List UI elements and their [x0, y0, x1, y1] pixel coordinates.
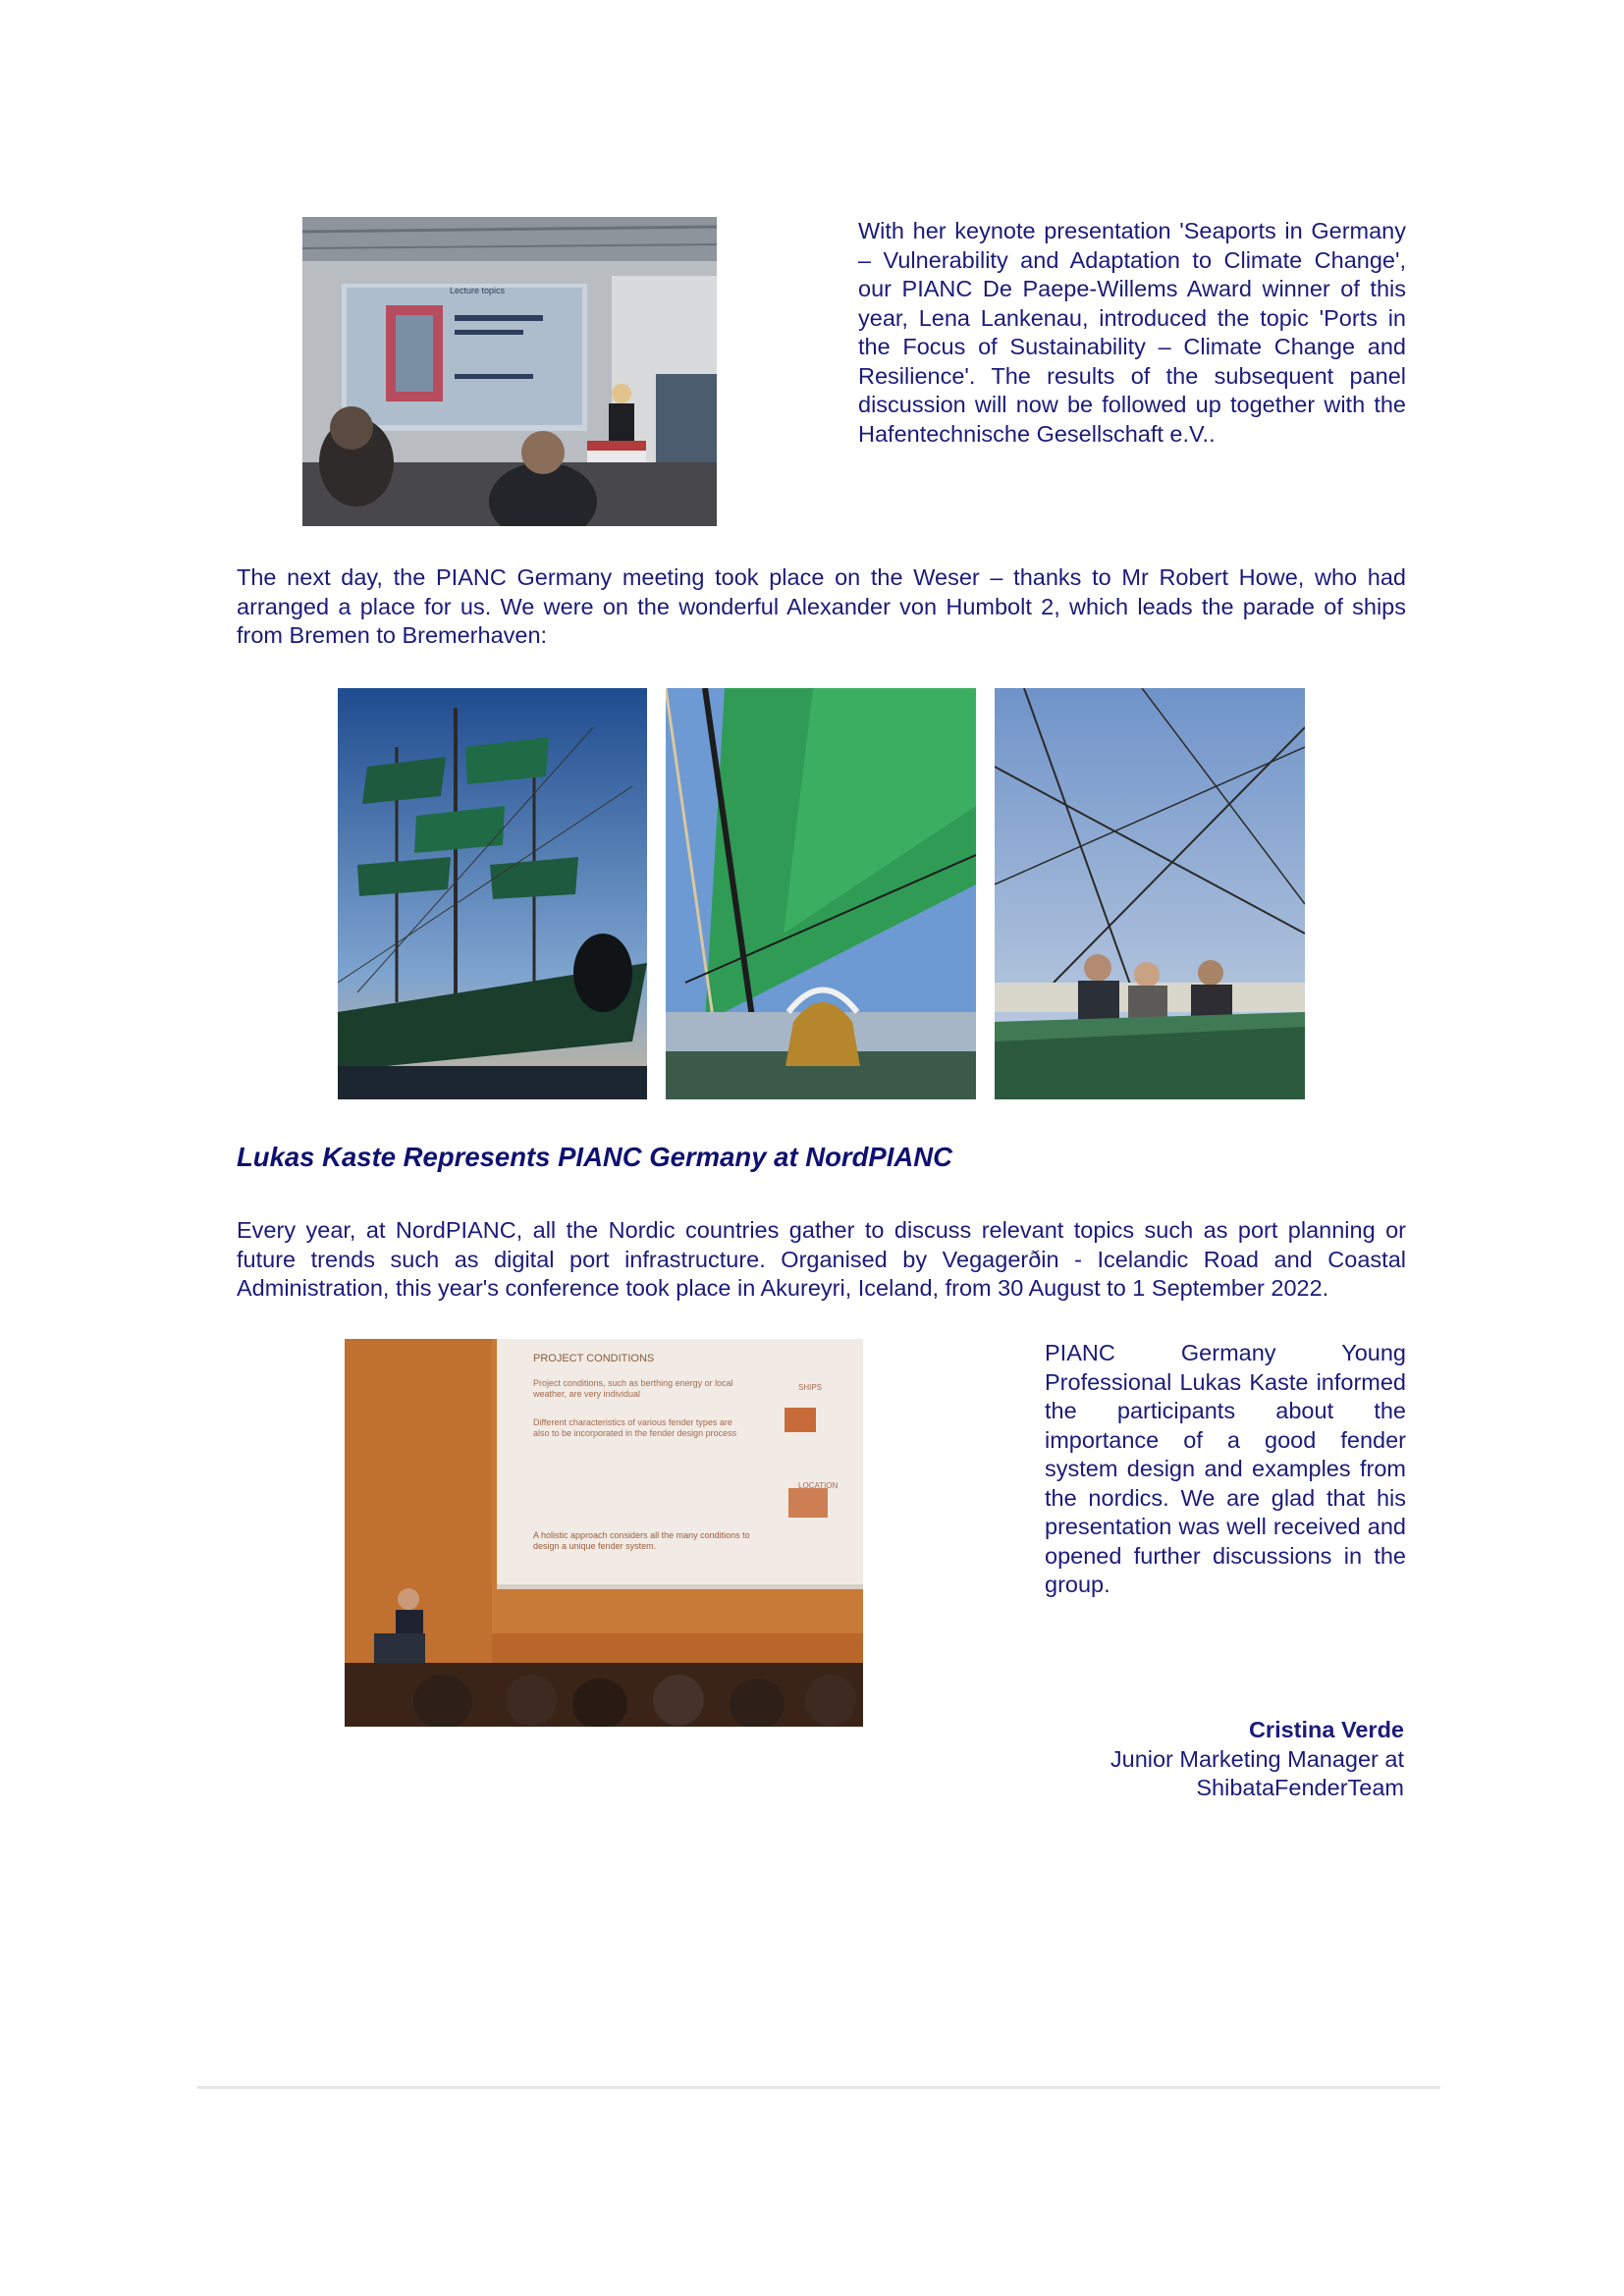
slide-summary: A holistic approach considers all the many conditions to design a unique fender system.	[533, 1530, 750, 1551]
signature-name: Cristina Verde	[1248, 1717, 1404, 1742]
slide-bullet-2: Different characteristics of various fender types are also to be incorporated in the fender design process	[533, 1417, 737, 1438]
lukas-presentation-photo	[345, 1339, 863, 1727]
signature-block	[1110, 1716, 1404, 1803]
slide-title: PROJECT CONDITIONS	[533, 1353, 655, 1364]
lukas-paragraph: PIANC Germany Young Professional Lukas Kaste informed the participants about the importance of a good fender system design and examples from the nordics. We are glad that his presentation was well received and opened further discussions in the group.	[1045, 1340, 1406, 1597]
signature-role-line2: ShibataFenderTeam	[1196, 1775, 1404, 1800]
slide-bullet-1: Project conditions, such as berthing energy or local weather, are very individual	[533, 1378, 733, 1399]
signature-role-line1: Junior Marketing Manager at	[1110, 1745, 1404, 1772]
green-sail-bell-photo	[666, 688, 976, 1099]
nordpianc-heading: Lukas Kaste Represents PIANC Germany at NordPIANC	[237, 1142, 952, 1172]
keynote-paragraph: With her keynote presentation 'Seaports in Germany – Vulnerability and Adaptation to Climate Change', our PIANC De Paepe-Willems Award winner of this year, Lena Lankenau, introduced the topic 'Ports in the Focus of Sustainability – Climate Change and Resilience'. The results of the subsequent panel discussion will now be followed up together with the Hafentechnische Gesellschaft e.V..	[858, 218, 1406, 447]
meeting-paragraph: The next day, the PIANC Germany meeting took place on the Weser – thanks to Mr Robert Howe, who had arranged a place for us. We were on the wonderful Alexander von Humbolt 2, which leads the parade of ships from Bremen to Bremerhaven:	[237, 564, 1406, 648]
nordpianc-intro-paragraph: Every year, at NordPIANC, all the Nordic countries gather to discuss relevant topics such as port planning or future trends such as digital port infrastructure. Organised by Vegagerðin - Icelandic Road and Coastal Administration, this year's conference took place in Akureyri, Iceland, from 30 August to 1 September 2022.	[237, 1217, 1406, 1301]
people-on-deck-photo	[995, 688, 1305, 1099]
keynote-presentation-photo	[302, 217, 717, 526]
footer-divider	[197, 2086, 1440, 2089]
tall-ship-photo	[338, 688, 647, 1099]
slide-label-location: LOCATION	[798, 1481, 839, 1490]
presentation-slide-caption: Lecture topics	[450, 286, 506, 295]
slide-label-ships: SHIPS	[798, 1383, 823, 1392]
